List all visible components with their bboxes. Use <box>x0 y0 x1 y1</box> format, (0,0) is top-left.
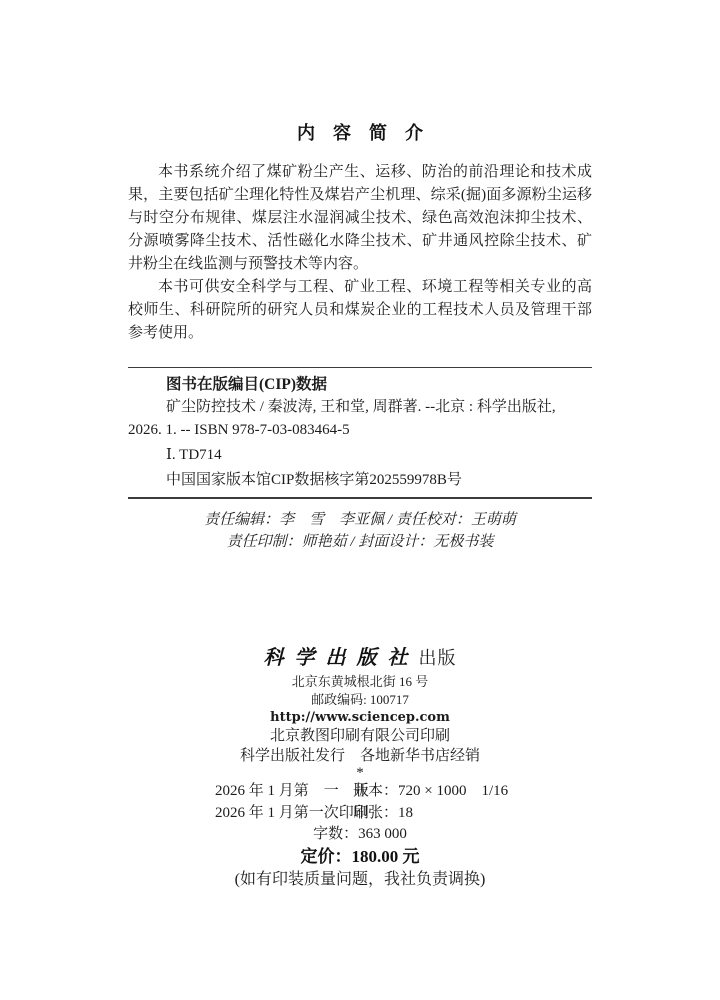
publisher-suffix: 出版 <box>418 648 457 668</box>
printing-row <box>215 802 505 824</box>
cip-entry-line2: 2026. 1. -- ISBN 978-7-03-083464-5 <box>128 422 350 438</box>
asterisk-separator: * <box>356 765 364 781</box>
science-press-logo: 科学出版社 <box>263 647 419 669</box>
credits-section <box>128 497 592 553</box>
publisher-logo-line <box>0 645 720 673</box>
cip-classification: Ⅰ. TD714 <box>166 447 222 463</box>
content-summary-section <box>128 118 592 345</box>
cip-entry-line1: 矿尘防控技术 / 秦波涛, 王和堂, 周群著. --北京 : 科学出版社, <box>166 399 556 415</box>
summary-paragraph-2: 本书可供安全科学与工程、矿业工程、环境工程等相关专业的高校师生、科研院所的研究人员和煤炭企业的工程技术人员及管理干部参考使用。 <box>128 279 592 341</box>
word-count: 字数：363 000 <box>313 826 407 842</box>
publisher-postcode: 邮政编码: 100717 <box>311 692 409 707</box>
publisher-address: 北京东黄城根北街 16 号 <box>291 674 429 689</box>
publisher-website: http://www.sciencep.com <box>270 710 450 725</box>
edition-date: 2026 年 1 月第 一 版 <box>215 783 369 799</box>
credits-printing-line: 责任印制：师艳茹 / 封面设计：无极书装 <box>226 534 494 550</box>
format-spec: 开本：720 × 1000 1/16 <box>353 783 509 799</box>
summary-paragraph-1: 本书系统介绍了煤矿粉尘产生、运移、防治的前沿理论和技术成果，主要包括矿尘理化特性及煤岩产尘机理、综采(掘)面多源粉尘运移与时空分布规律、煤层注水湿润减尘技术、绿色高效泡沫抑尘技术、分源喷雾降尘技术、活性磁化水降尘技术、矿井通风控除尘技术、矿井粉尘在线监测与预警技术等内容。 <box>128 164 592 272</box>
quality-note: (如有印装质量问题，我社负责调换) <box>234 871 486 888</box>
price: 定价：180.00 元 <box>300 847 420 866</box>
imprint-table <box>215 780 509 824</box>
cip-header: 图书在版编目(CIP)数据 <box>166 376 328 393</box>
content-summary-title: 内 容 简 介 <box>297 123 423 143</box>
cip-record-number: 中国国家版本馆CIP数据核字第202559978B号 <box>166 472 462 488</box>
printing-date: 2026 年 1 月第一次印刷 <box>215 805 369 821</box>
distribution-line: 科学出版社发行 各地新华书店经销 <box>239 748 480 764</box>
publisher-section <box>0 645 720 891</box>
sheet-count: 印张：18 <box>353 805 414 821</box>
printer-line: 北京教图印刷有限公司印刷 <box>269 728 450 744</box>
credits-editors-line: 责任编辑：李 雪 李亚佩 / 责任校对：王萌萌 <box>204 512 516 528</box>
edition-row <box>215 780 509 802</box>
cip-data-section <box>128 367 592 492</box>
